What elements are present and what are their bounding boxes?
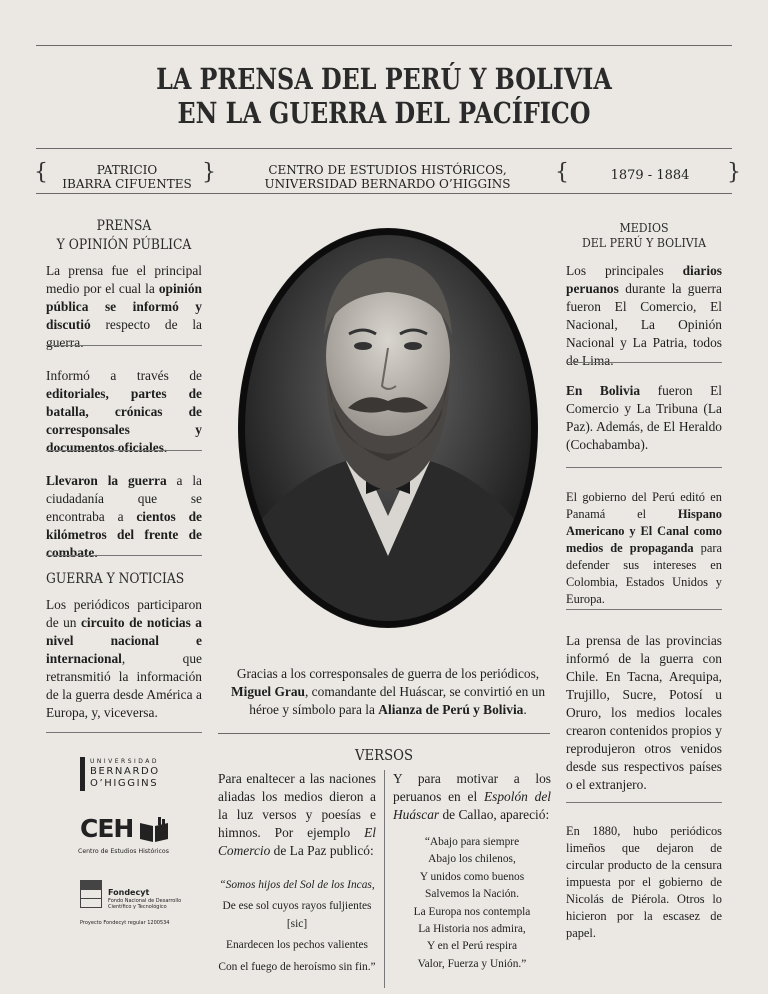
left-paragraph-2: Informó a través de editoriales, partes de batalla, crónicas de corresponsales y documentos oficiales. — [46, 368, 202, 455]
brace-open-years: { — [555, 160, 569, 185]
ceh-mark: CEH — [80, 814, 134, 843]
poem-1-line-4: Con el fuego de heroísmo sin fin.” — [218, 960, 376, 973]
title-line-2: EN LA GUERRA DEL PACÍFICO — [177, 96, 591, 130]
right-paragraph-5: En 1880, hubo periódicos limeños que dejaron de circular producto de la censura impuesta por el gobierno de Nicolás de Piérola. Otros lo hicieron por la escasez de papel. — [566, 824, 722, 940]
section-title-versos: VERSOS — [354, 746, 414, 764]
years-range: 1879 - 1884 — [610, 168, 690, 183]
author-first-name: PATRICIO — [96, 163, 158, 177]
left-divider-2 — [46, 450, 202, 451]
fondecyt-logo — [80, 880, 190, 930]
brace-close-years: } — [727, 160, 741, 185]
poem-espolon — [393, 834, 551, 973]
left-paragraph-1: La prensa fue el principal medio por el cual la opinión pública se informó y discutió respecto de la guerra. — [46, 263, 202, 350]
portrait-illustration — [236, 226, 540, 630]
left-paragraph-3: Llevaron la guerra a la ciudadanía que se encontraba a cientos de kilómetros del frente de combate. — [46, 473, 202, 560]
institution-name — [250, 163, 525, 191]
right-paragraph-4: La prensa de las provincias informó de la guerra con Chile. En Tacna, Arequipa, Trujillo, Sucre, Potosí u Oruro, los medios locales crearon contenidos propios y reprodujeron otros venidos desde sus respectivos países o el extranjero. — [566, 633, 722, 792]
right-paragraph-1: Los principales diarios peruanos durante la guerra fueron El Comercio, El Nacional, La Opinión Nacional y La Patria, todos de Lima. — [566, 263, 722, 368]
poem-2-line-1: “Abajo para siempre — [424, 836, 520, 848]
fondecyt-sub-1: Fondo Nacional de Desarrollo — [108, 898, 182, 904]
title-line-1: LA PRENSA DEL PERÚ Y BOLIVIA — [156, 62, 612, 96]
ceh-book-icon — [138, 817, 170, 843]
brace-open-author: { — [34, 160, 48, 185]
page-title — [69, 62, 699, 130]
right-divider-3 — [566, 609, 722, 610]
author-name — [52, 163, 202, 191]
portrait-miguel-grau — [236, 226, 540, 630]
right-paragraph-2: En Bolivia fueron El Comercio y La Tribuna (La Paz). Además, de El Heraldo (Cochabamba). — [566, 383, 723, 452]
poem-2-line-4: Salvemos la Nación. — [425, 888, 519, 901]
poem-2-line-8: Valor, Fuerza y Unión.” — [417, 957, 527, 970]
poem-1-line-1: “Somos hijos del Sol de los Incas, — [219, 879, 375, 891]
section-title-prensa-line-2: Y OPINIÓN PÚBLICA — [56, 237, 192, 253]
ceh-subtitle: Centro de Estudios Históricos — [78, 848, 169, 855]
versos-column-2: Y para motivar a los peruanos en el Espolón del Huáscar de Callao, apareció: — [393, 771, 551, 822]
poem-1-line-2: De ese sol cuyos rayos fuljientes [sic] — [222, 900, 372, 930]
poem-1-line-3: Enardecen los pechos valientes — [225, 939, 368, 952]
top-rule — [36, 45, 732, 46]
poem-el-comercio — [212, 877, 382, 976]
fondecyt-sub-2: Científico y Tecnológico — [108, 904, 167, 910]
poem-2-line-7: Y en el Perú respira — [426, 940, 518, 953]
section-title-prensa — [55, 218, 192, 254]
versos-column-1: Para enaltecer a las naciones aliadas los medios dieron a la luz versos y poesías e himnos. Por ejemplo El Comercio de La Paz publicó: — [218, 771, 376, 858]
section-title-prensa-line-1: PRENSA — [96, 218, 152, 234]
section-title-medios-line-2: DEL PERÚ Y BOLIVIA — [581, 235, 707, 250]
header-rule-bottom — [36, 193, 732, 194]
institution-line-2: UNIVERSIDAD BERNARDO O’HIGGINS — [264, 177, 511, 191]
ubo-logo-mark — [80, 757, 85, 791]
poem-2-line-6: La Historia nos admira, — [418, 923, 526, 936]
gov-shield-icon — [80, 880, 102, 908]
ubo-logo — [80, 755, 170, 795]
header-rule-top — [36, 148, 732, 149]
versos-column-divider — [384, 770, 385, 988]
poem-2-line-5: La Europa nos contempla — [413, 905, 531, 918]
right-divider-4 — [566, 802, 722, 803]
ceh-logo — [78, 815, 178, 860]
right-divider-1 — [566, 362, 722, 363]
section-title-medios-line-1: MEDIOS — [619, 220, 669, 235]
section-title-guerra: GUERRA Y NOTICIAS — [46, 571, 185, 587]
fondecyt-name: Fondecyt — [108, 888, 150, 897]
center-divider — [218, 733, 550, 734]
brace-close-author: } — [202, 160, 216, 185]
right-paragraph-3: El gobierno del Perú editó en Panamá el Hispano Americano y El Canal como medios de propaganda para defender sus intereses en Colombia, Estados Unidos y Europa. — [566, 490, 722, 606]
portrait-caption: Gracias a los corresponsales de guerra de los periódicos, Miguel Grau, comandante del Huáscar, se convirtió en un héroe y símbolo para la Alianza de Perú y Bolivia. — [230, 666, 546, 717]
section-title-medios — [575, 220, 712, 250]
author-last-name: IBARRA CIFUENTES — [62, 177, 192, 191]
left-divider-4 — [46, 732, 202, 733]
left-paragraph-4: Los periódicos participaron de un circuito de noticias a nivel nacional e internacional, que retransmitió la información de la guerra desde América a Europa, y, viceversa. — [46, 597, 202, 720]
institution-line-1: CENTRO DE ESTUDIOS HISTÓRICOS, — [268, 163, 507, 177]
left-divider-3 — [46, 555, 202, 556]
left-divider-1 — [46, 345, 202, 346]
right-divider-2 — [566, 467, 722, 468]
poem-2-line-3: Y unidos como buenos — [419, 870, 525, 883]
fondecyt-project: Proyecto Fondecyt regular 1200534 — [80, 920, 170, 926]
ubo-logo-text: UNIVERSIDAD BERNARDO O’HIGGINS — [90, 758, 160, 789]
poem-2-line-2: Abajo los chilenos, — [428, 853, 516, 866]
